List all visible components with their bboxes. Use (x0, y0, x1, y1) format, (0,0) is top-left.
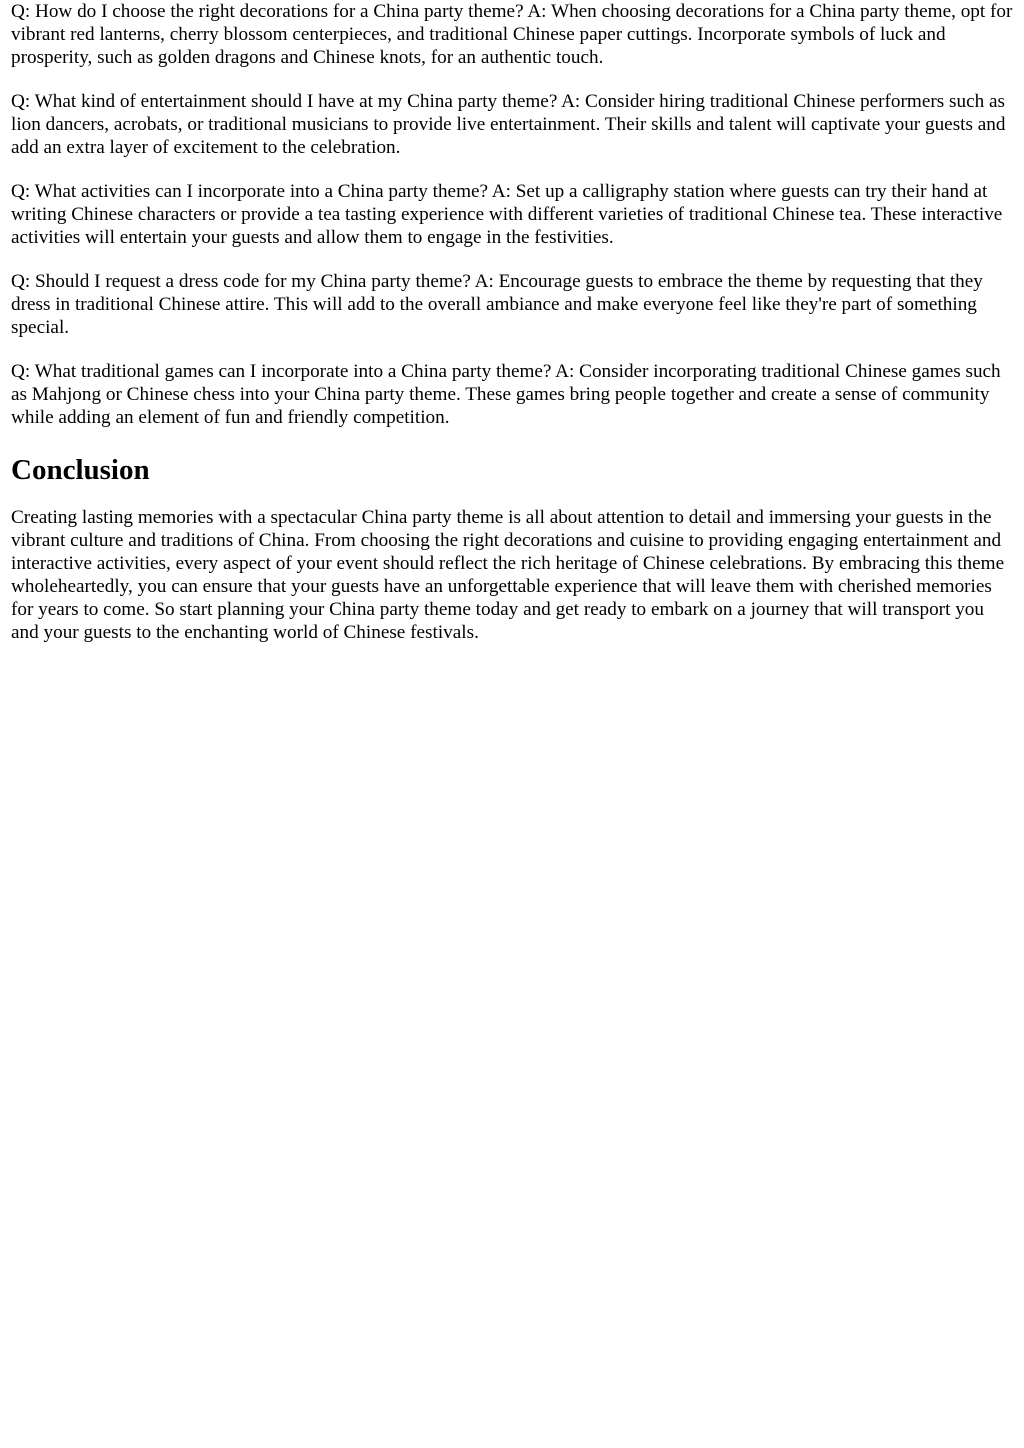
faq-item-decorations: Q: How do I choose the right decorations for a China party theme? A: When choosing decorations for a China party theme, opt for vibrant red lanterns, cherry blossom centerpieces, and traditional Chinese paper cuttings. Incorporate symbols of luck and prosperity, such as golden dragons and Chinese knots, for an authentic touch. (11, 1, 1013, 68)
faq-item-dress-code: Q: Should I request a dress code for my China party theme? A: Encourage guests to embrace the theme by requesting that they dress in traditional Chinese attire. This will add to the overall ambiance and make everyone feel like they're part of something special. (11, 271, 983, 338)
faq-item-activities: Q: What activities can I incorporate into a China party theme? A: Set up a calligraphy station where guests can try their hand at writing Chinese characters or provide a tea tasting experience with different varieties of traditional Chinese tea. These interactive activities will entertain your guests and allow them to engage in the festivities. (11, 181, 1003, 248)
conclusion-section (11, 453, 1014, 644)
article-page (0, 0, 1024, 644)
conclusion-paragraph: Creating lasting memories with a spectacular China party theme is all about attention to detail and immersing your guests in the vibrant culture and traditions of China. From choosing the right decorations and cuisine to providing engaging entertainment and interactive activities, every aspect of your event should reflect the rich heritage of Chinese celebrations. By embracing this theme wholeheartedly, you can ensure that your guests have an unforgettable experience that will leave them with cherished memories for years to come. So start planning your China party theme today and get ready to embark on a journey that will transport you and your guests to the enchanting world of Chinese festivals. (11, 507, 1005, 643)
faq-list (11, 0, 1014, 429)
faq-item-entertainment: Q: What kind of entertainment should I have at my China party theme? A: Consider hiring traditional Chinese performers such as lion dancers, acrobats, or traditional musicians to provide live entertainment. Their skills and talent will captivate your guests and add an extra layer of excitement to the celebration. (11, 91, 1006, 158)
faq-item-games: Q: What traditional games can I incorporate into a China party theme? A: Consider incorporating traditional Chinese games such as Mahjong or Chinese chess into your China party theme. These games bring people together and create a sense of community while adding an element of fun and friendly competition. (11, 361, 1001, 428)
conclusion-heading: Conclusion (11, 454, 150, 486)
